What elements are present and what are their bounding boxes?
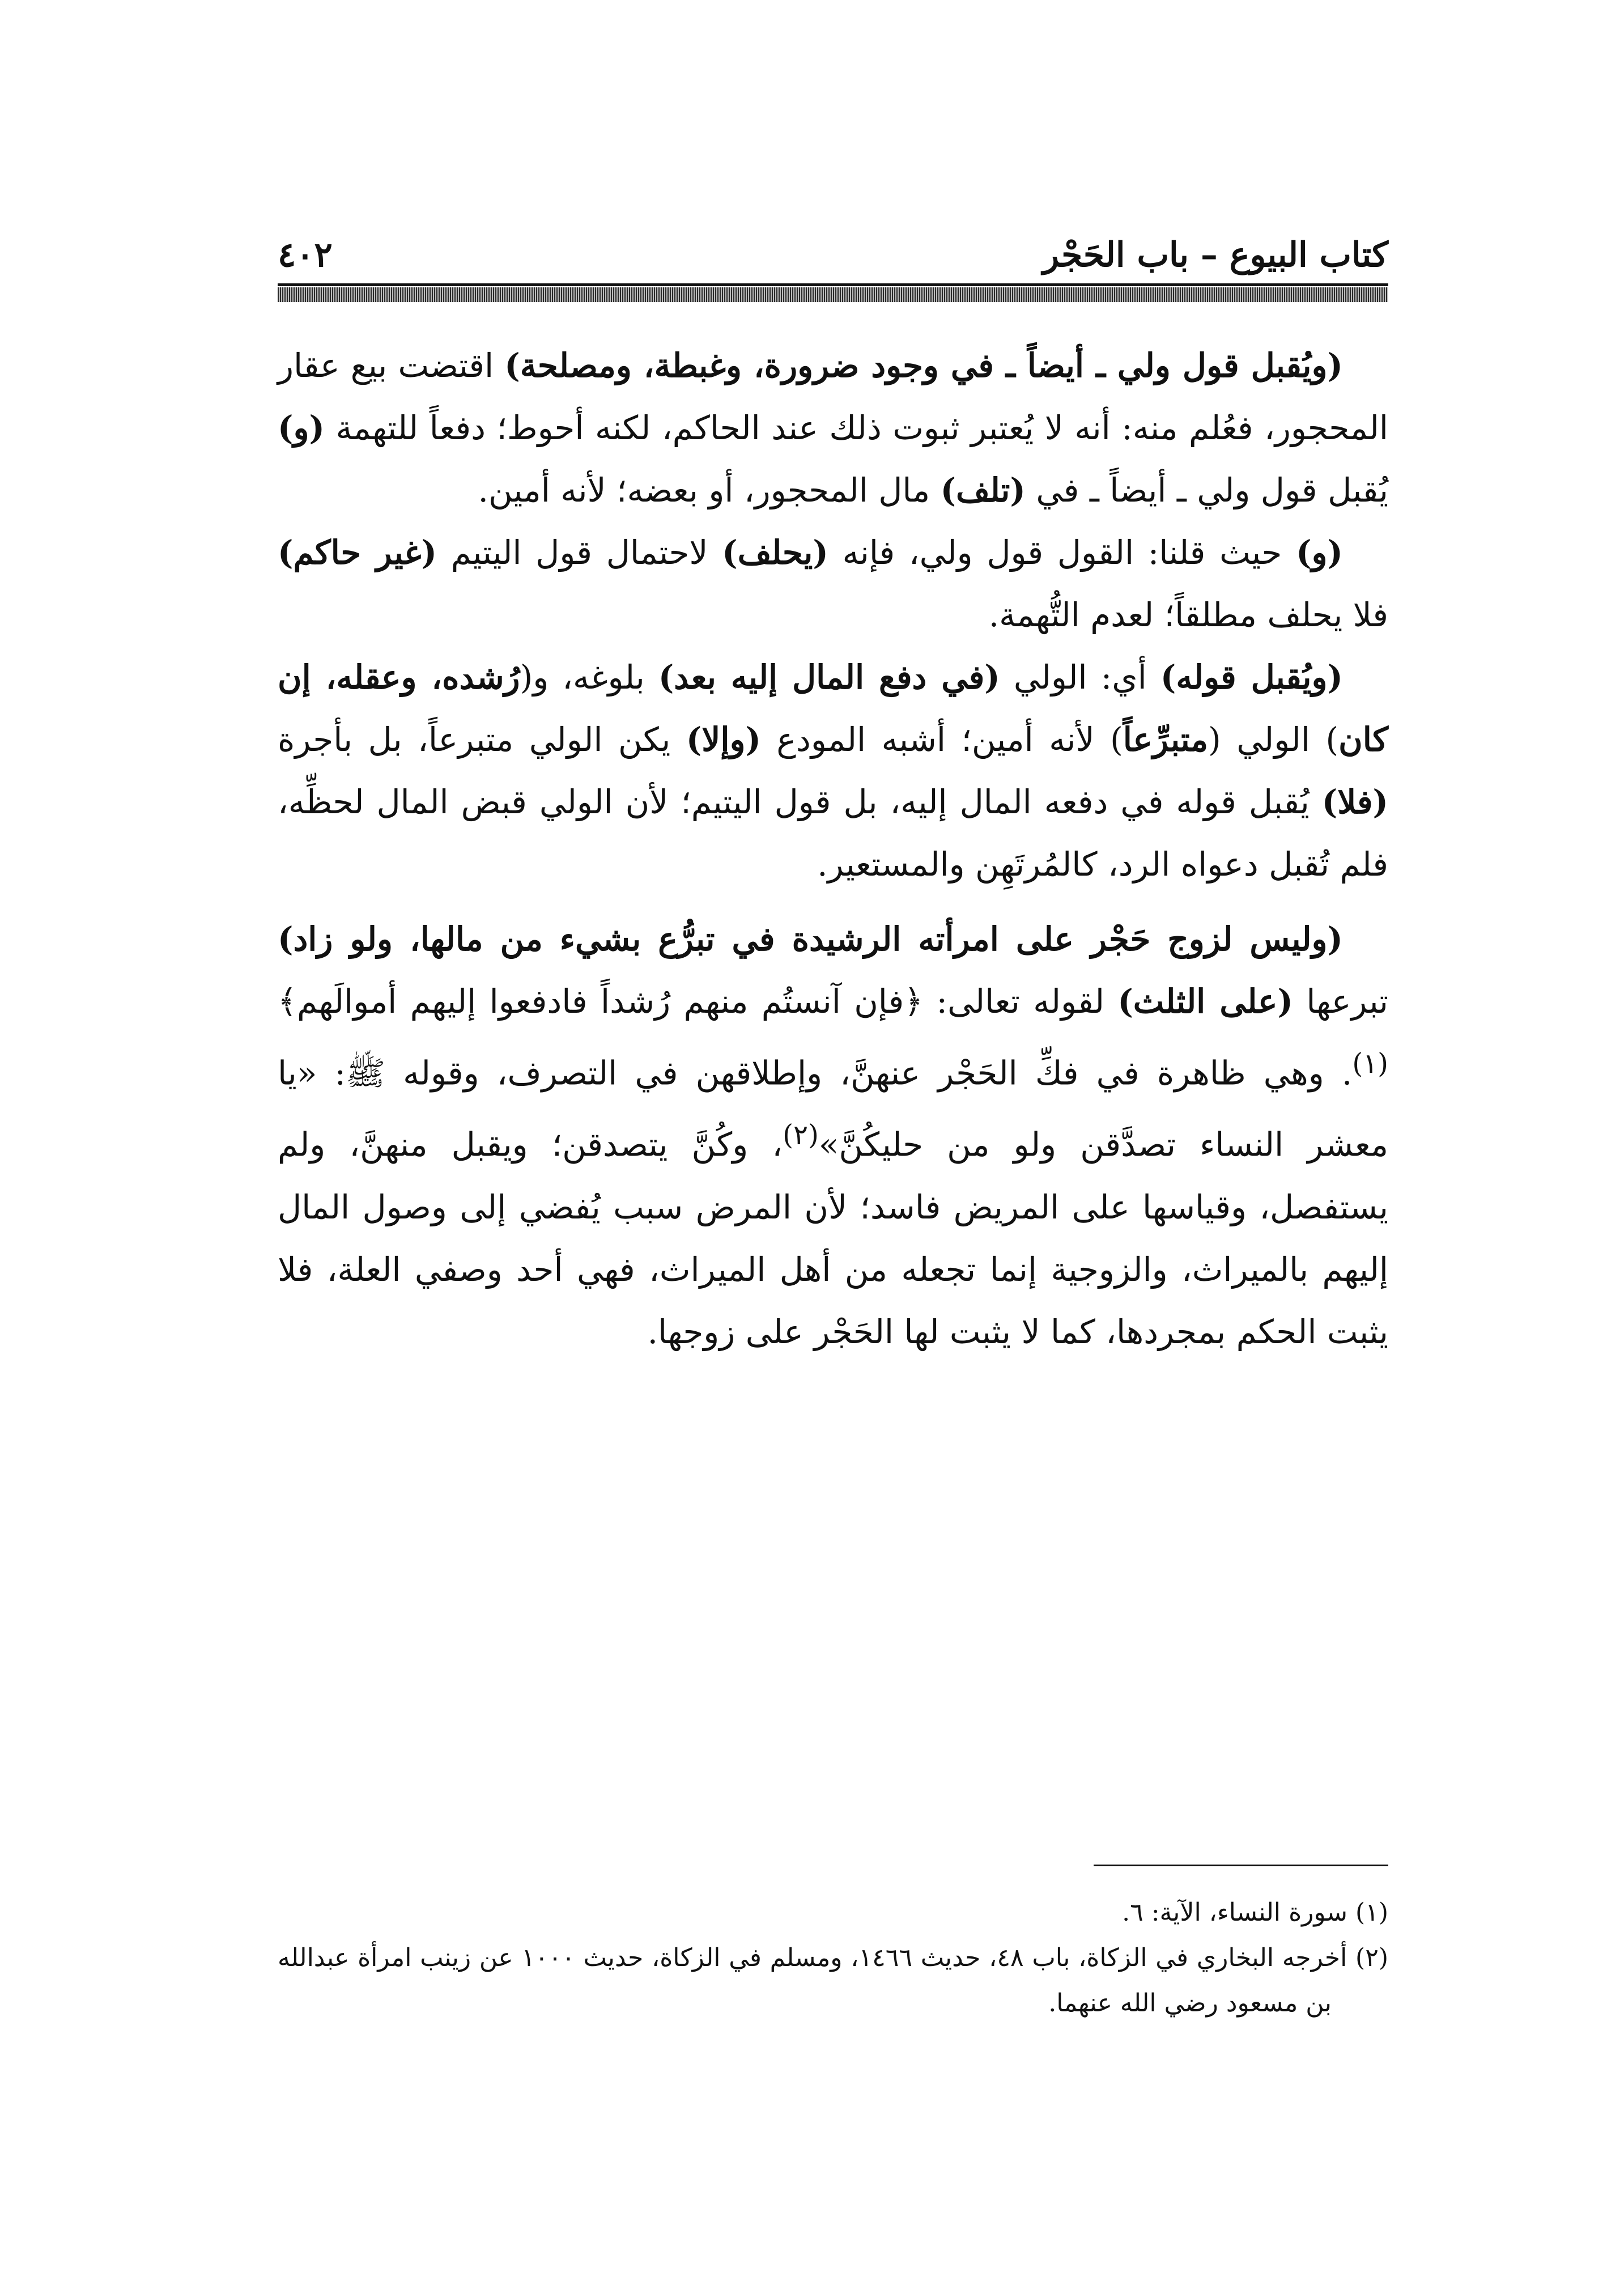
footnote-2: (٢) أخرجه البخاري في الزكاة، باب ٤٨، حديث ١٤٦٦، ومسلم في الزكاة، حديث ١٠٠٠ عن زينب امرأة عبدالله بن مسعود رضي الله عنهما.: [278, 1943, 1388, 2018]
sharh-text: بلوغه، و(: [520, 658, 658, 697]
sharh-text: ) الولي (: [1208, 720, 1339, 759]
matn-text: (ويُقبل قول ولي ـ أيضاً ـ في وجود ضرورة، وغبطة، ومصلحة): [504, 346, 1344, 385]
header-rule-line: [278, 283, 1388, 286]
sharh-text: يكن الولي متبرعاً، بل بأجرة: [278, 720, 686, 759]
footnote-ref-2: (٢): [783, 1119, 819, 1152]
sharh-text: أي: الولي: [1000, 658, 1160, 697]
page-number: ٤٠٢: [278, 235, 333, 275]
matn-text: متبرِّعاً: [1123, 720, 1209, 759]
sharh-text: مال المحجور، أو بعضه؛ لأنه أمين.: [478, 471, 941, 509]
matn-text: (ويُقبل قوله): [1160, 658, 1343, 697]
sharh-text: حيث قلنا: القول قول ولي، فإنه: [828, 533, 1296, 572]
sharh-text: اقتضت بيع عقار المحجور، فعُلم منه: أنه لا يُعتبر ثبوت ذلك عند الحاكم، لكنه أحوط؛ دفعاً للتهمة: [278, 346, 1388, 447]
paragraph-4: [278, 908, 1388, 1363]
matn-text: (و): [278, 409, 325, 447]
footnotes: [278, 1890, 1388, 2026]
paragraph-3: [278, 646, 1388, 895]
matn-text: (وإلا): [686, 720, 761, 759]
paragraph-1: [278, 334, 1388, 521]
footnote-1: (١) سورة النساء، الآية: ٦.: [1122, 1898, 1388, 1927]
matn-text: (على الثلث): [1117, 982, 1293, 1021]
running-header: [278, 230, 1388, 281]
sharh-text: يُقبل قول ولي ـ أيضاً ـ في: [1025, 471, 1388, 509]
sharh-text: فلا يحلف مطلقاً؛ لعدم التُّهمة.: [988, 596, 1388, 634]
sharh-text: . وهي ظاهرة في فكِّ الحَجْر عنهنَّ، وإطلاقهن في التصرف، وقوله ﷺ: «يا معشر النساء تصدَّقن ولو من حليكُنَّ»: [278, 1054, 1389, 1164]
footnote-ref-1: (١): [1352, 1048, 1388, 1080]
sharh-text: تبرعها: [1293, 982, 1388, 1021]
sharh-text: يُقبل قوله في دفعه المال إليه، بل قول اليتيم؛ لأن الولي قبض المال لحظِّه، فلم تُقبل دعواه الرد، كالمُرتَهِن والمستعير.: [278, 783, 1388, 884]
matn-text: (فلا): [1321, 783, 1388, 821]
matn-text: (تلف): [940, 471, 1026, 509]
matn-text: (في دفع المال إليه بعد): [658, 658, 1000, 697]
sharh-text: ) لأنه أمين؛ أشبه المودع: [760, 720, 1123, 759]
paragraph-2: [278, 521, 1388, 646]
matn-text: (وليس لزوج حَجْر على امرأته الرشيدة في تبرُّع بشيء من مالها، ولو زاد): [278, 920, 1343, 958]
sharh-text: ، وكُنَّ يتصدقن؛ ويقبل منهنَّ، ولم يستفصل، وقياسها على المريض فاسد؛ لأن المرض سبب يُفضي إلى وصول المال إليهم بالميراث، والزوجية إنما تجعله من أهل الميراث، فهي أحد وصفي العلة، فلا يثبت الحكم بمجردها، كما لا يثبت لها الحَجْر على زوجها.: [278, 1125, 1388, 1351]
main-text: [278, 334, 1388, 1363]
sharh-text: لاحتمال قول اليتيم: [436, 533, 722, 572]
matn-text: (غير حاكم): [278, 533, 437, 572]
footnote-separator: [1094, 1865, 1388, 1866]
chapter-title: كتاب البيوع – باب الحَجْر: [1043, 235, 1388, 275]
matn-text: (يحلف): [722, 533, 828, 572]
matn-text: (و): [1296, 533, 1343, 572]
header-rule: [278, 287, 1388, 302]
sharh-text: لقوله تعالى: ﴿فإن آنستُم منهم رُشداً فادفعوا إليهم أموالَهم﴾: [278, 982, 1118, 1021]
matn-text: رُشده، وعقله، إن كان: [278, 658, 1388, 759]
